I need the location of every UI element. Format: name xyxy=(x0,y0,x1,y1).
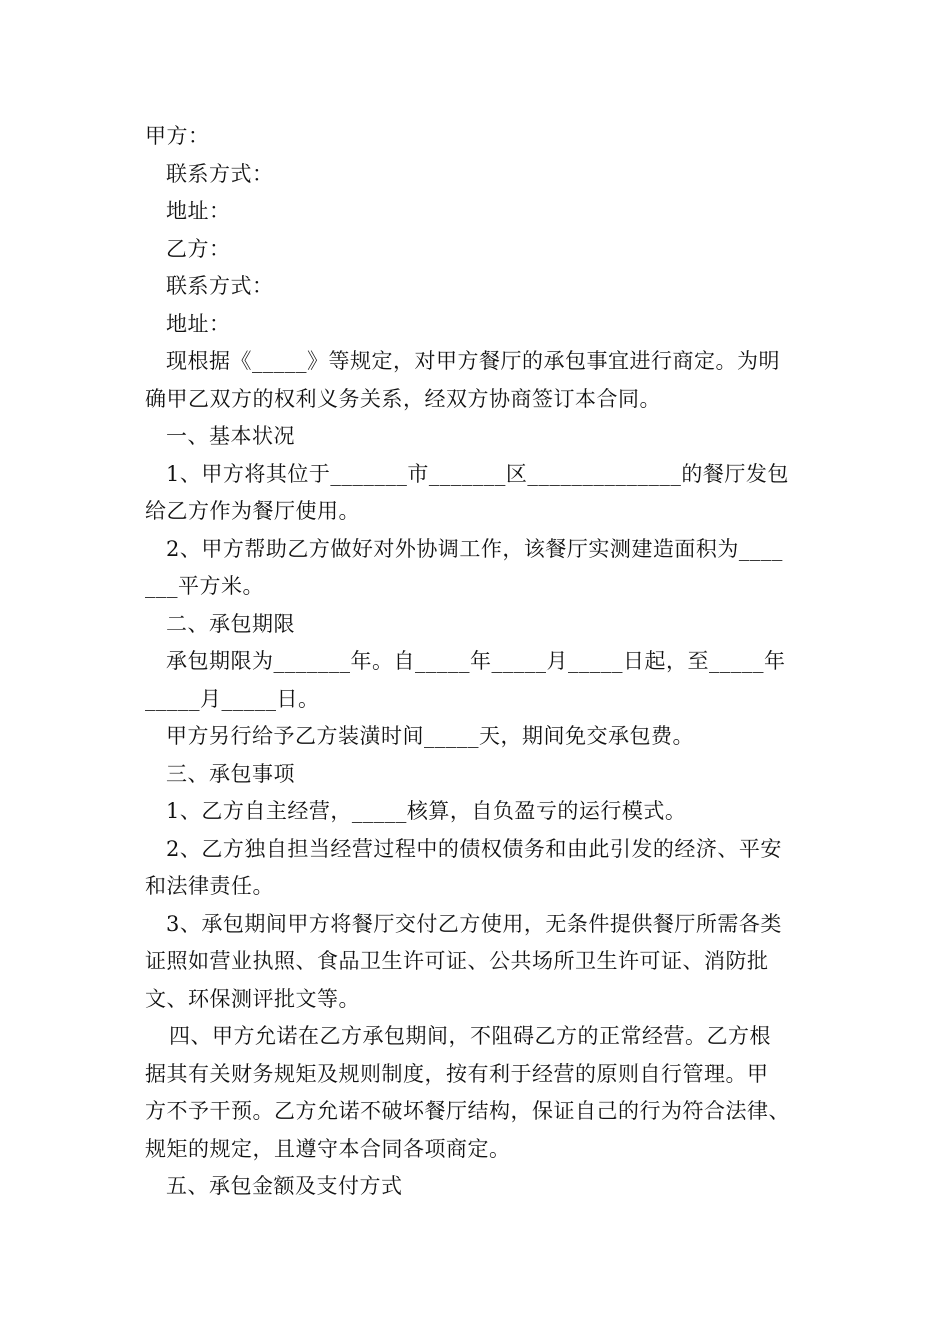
section-1-heading: 一、基本状况 xyxy=(166,424,295,448)
section-4-line-4: 规矩的规定，且遵守本合同各项商定。 xyxy=(145,1136,511,1161)
section-4-line-1: 四、甲方允诺在乙方承包期间，不阻碍乙方的正常经营。乙方根 xyxy=(169,1024,771,1048)
term-line-1: 承包期限为_______年。自_____年_____月_____日起，至_____年 xyxy=(166,649,786,673)
section-5-heading: 五、承包金额及支付方式 xyxy=(166,1174,403,1198)
clause-3-2-line-1: 2、乙方独自担当经营过程中的债权债务和由此引发的经济、平安 xyxy=(166,836,782,861)
contract-body xyxy=(145,118,810,1206)
clause-1-1-line-1: 1、甲方将其位于_______市_______区______________的餐厅发包 xyxy=(166,461,789,486)
party-a-contact: 联系方式： xyxy=(166,161,274,186)
party-a-address: 地址： xyxy=(166,199,231,223)
clause-3-3-line-2: 证照如营业执照、食品卫生许可证、公共场所卫生许可证、消防批 xyxy=(145,949,769,973)
section-2-heading: 二、承包期限 xyxy=(166,611,295,636)
clause-3-1: 1、乙方自主经营，_____核算，自负盈亏的运行模式。 xyxy=(166,799,687,823)
preamble-line-2: 确甲乙双方的权利义务关系，经双方协商签订本合同。 xyxy=(145,386,661,411)
clause-3-3-line-3: 文、环保测评批文等。 xyxy=(145,986,360,1011)
party-b-label: 乙方： xyxy=(166,236,231,261)
clause-3-3-line-1: 3、承包期间甲方将餐厅交付乙方使用，无条件提供餐厅所需各类 xyxy=(166,911,782,936)
preamble-line-1: 现根据《_____》等规定，对甲方餐厅的承包事宜进行商定。为明 xyxy=(166,349,780,373)
clause-1-2-line-2: ___平方米。 xyxy=(145,574,264,598)
section-3-heading: 三、承包事项 xyxy=(166,761,295,786)
party-b-contact: 联系方式： xyxy=(166,274,274,298)
decoration-period: 甲方另行给予乙方装潢时间_____天，期间免交承包费。 xyxy=(166,724,694,748)
clause-1-2-line-1: 2、甲方帮助乙方做好对外协调工作，该餐厅实测建造面积为____ xyxy=(166,536,783,561)
party-a-label: 甲方： xyxy=(145,124,210,148)
section-4-line-2: 据其有关财务规矩及规则制度，按有利于经营的原则自行管理。甲 xyxy=(145,1061,769,1086)
clause-1-1-line-2: 给乙方作为餐厅使用。 xyxy=(145,499,360,523)
section-4-line-3: 方不予干预。乙方允诺不破坏餐厅结构，保证自己的行为符合法律、 xyxy=(145,1099,790,1123)
clause-3-2-line-2: 和法律责任。 xyxy=(145,874,274,898)
party-b-address: 地址： xyxy=(166,311,231,336)
term-line-2: _____月_____日。 xyxy=(145,686,320,711)
